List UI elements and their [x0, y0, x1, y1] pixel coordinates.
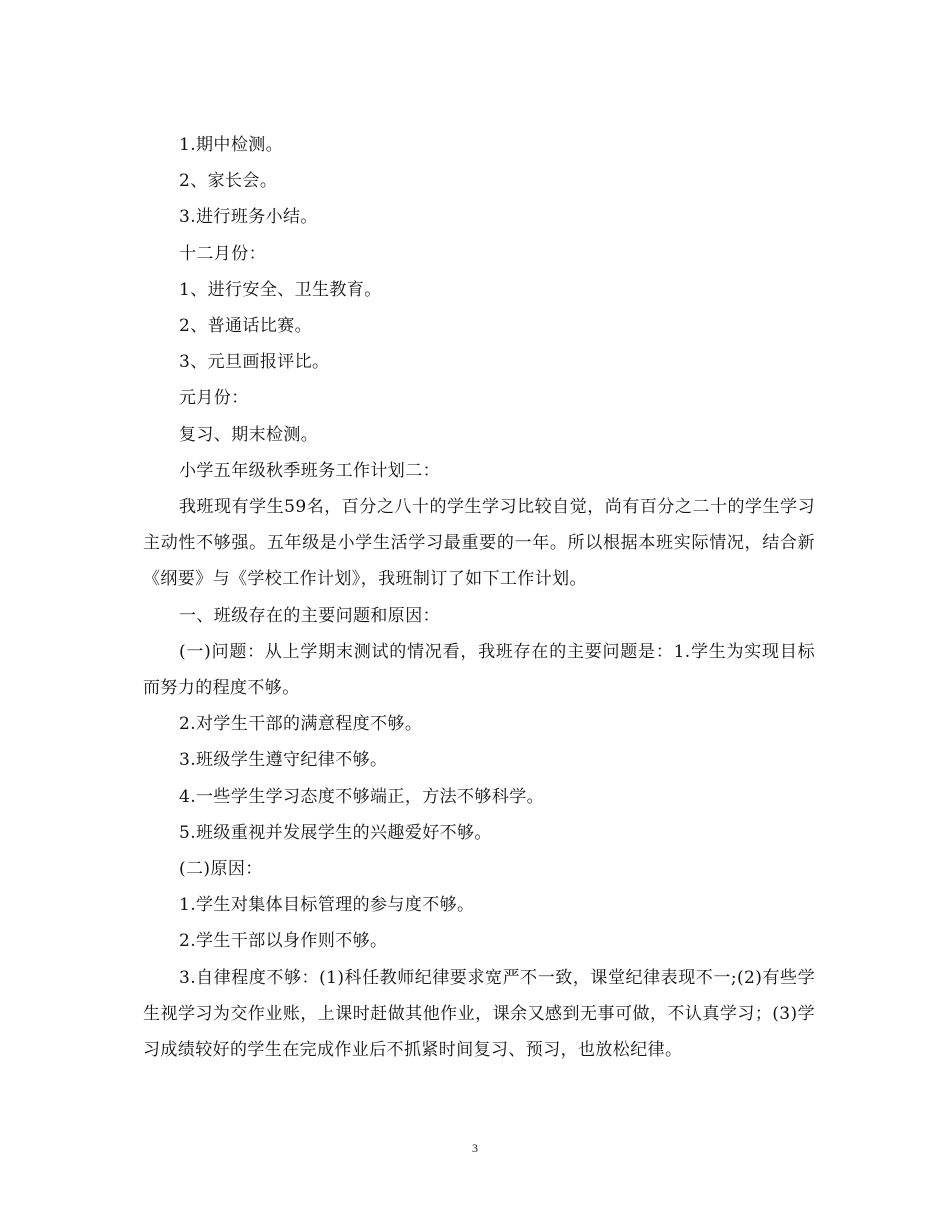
- section-heading: 十二月份：: [179, 243, 266, 264]
- paragraph: 1.学生对集体目标管理的参与度不够。: [179, 895, 475, 916]
- section-heading: (二)原因：: [179, 859, 263, 880]
- paragraph: 3.自律程度不够：(1)科任教师纪律要求宽严不一致，课堂纪律表现不一;(2)有些学生视学习为交作业账，上课时赶做其他作业，课余又感到无事可做，不认真学习；(3)学习成绩较好的学生在完成作业后不抓紧时间复习、预习，也放松纪律。: [143, 967, 815, 1061]
- paragraph: 2、家长会。: [179, 171, 278, 192]
- paragraph: 3.进行班务小结。: [179, 207, 318, 228]
- paragraph: 3、元旦画报评比。: [179, 352, 330, 373]
- paragraph: 我班现有学生59名，百分之八十的学生学习比较自觉，尚有百分之二十的学生学习主动性不够强。五年级是小学生活学习最重要的一年。所以根据本班实际情况，结合新《纲要》与《学校工作计划》，我班制订了如下工作计划。: [143, 497, 815, 590]
- paragraph: 4.一些学生学习态度不够端正，方法不够科学。: [179, 786, 545, 807]
- paragraph: 5.班级重视并发展学生的兴趣爱好不够。: [179, 822, 492, 843]
- document-body: [143, 127, 815, 1068]
- paragraph: 3.班级学生遵守纪律不够。: [179, 750, 388, 771]
- paragraph: 2.对学生干部的满意程度不够。: [179, 714, 423, 735]
- paragraph: 2.学生干部以身作则不够。: [179, 931, 388, 952]
- section-heading: 小学五年级秋季班务工作计划二：: [179, 460, 440, 481]
- page-number: 3: [472, 1141, 478, 1155]
- paragraph: 1.期中检测。: [179, 135, 284, 155]
- section-heading: 一、班级存在的主要问题和原因：: [179, 605, 440, 626]
- section-heading: 元月份：: [179, 388, 249, 409]
- paragraph: 2、普通话比赛。: [179, 316, 313, 337]
- paragraph: 复习、期末检测。: [179, 424, 319, 445]
- paragraph: 1、进行安全、卫生教育。: [179, 279, 382, 300]
- paragraph: (一)问题：从上学期末测试的情况看，我班存在的主要问题是：1.学生为实现目标而努力的程度不够。: [143, 641, 815, 699]
